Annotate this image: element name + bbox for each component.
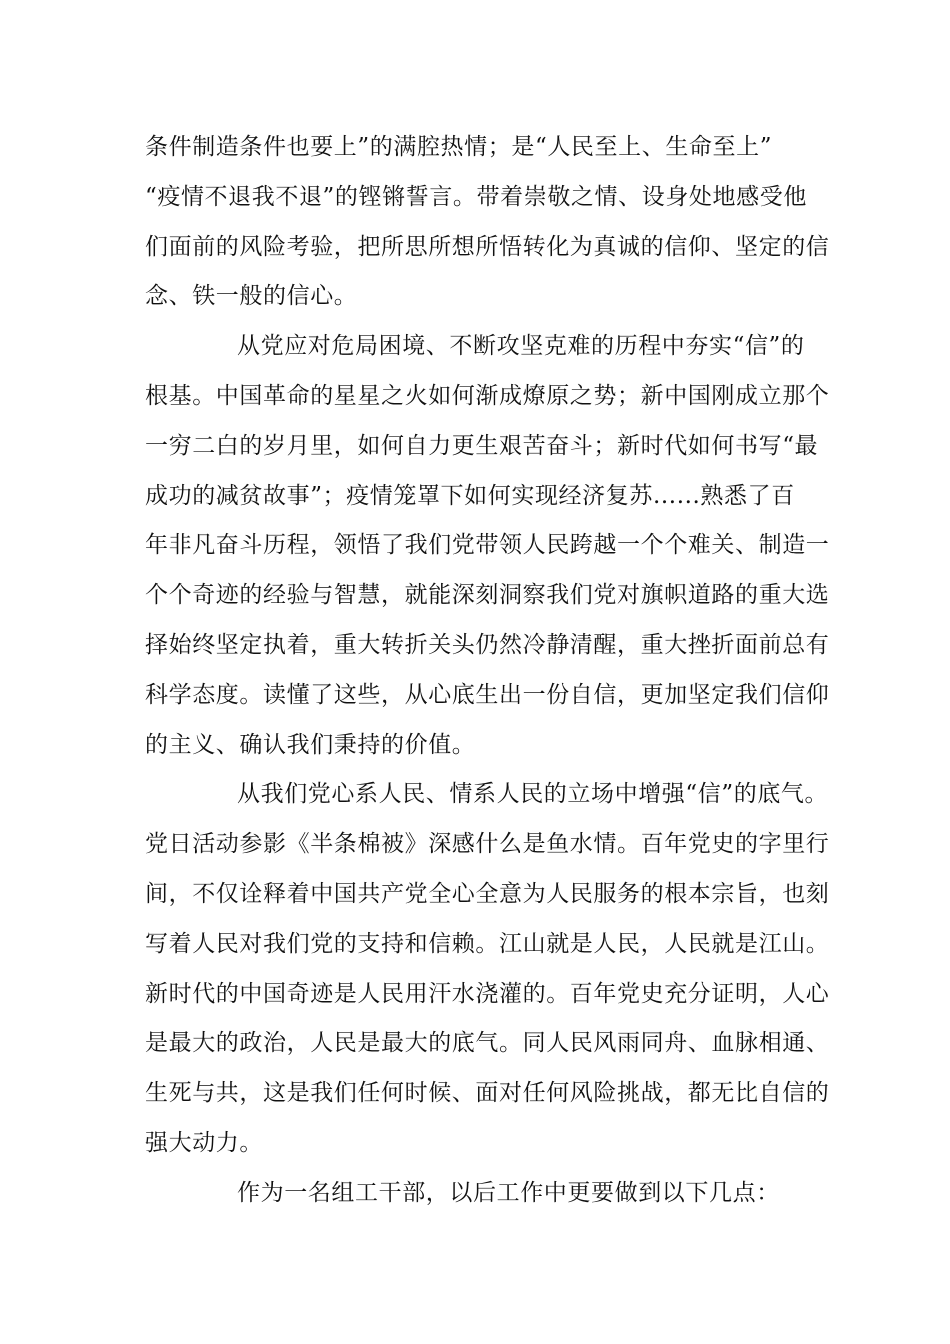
text-line: 成功的减贫故事”；疫情笼罩下如何实现经济复苏......熟悉了百 [145,482,795,509]
document-body [145,127,830,1223]
text-line: 一穷二白的岁月里，如何自力更生艰苦奋斗；新时代如何书写“最 [145,432,819,459]
text-line: 生死与共，这是我们任何时候、面对任何风险挑战，都无比自信的 [145,1080,830,1107]
text-line: 念、铁一般的信心。 [145,283,358,310]
text-line: 从我们党心系人民、情系人民的立场中增强“信”的底气。 [237,781,829,808]
text-line: 间，不仅诠释着中国共产党全心全意为人民服务的根本宗旨，也刻 [145,880,830,907]
paragraph-2 [145,326,830,774]
paragraph-4 [145,1173,815,1223]
text-line: 个个奇迹的经验与智慧，就能深刻洞察我们党对旗帜道路的重大选 [145,582,830,609]
text-line: 写着人民对我们党的支持和信赖。江山就是人民，人民就是江山。 [145,930,830,957]
text-line: 从党应对危局困境、不断攻坚克难的历程中夯实“信”的 [237,333,805,360]
text-line: 强大动力。 [145,1129,263,1156]
paragraph-1 [145,127,830,326]
text-line: 年非凡奋斗历程，领悟了我们党带领人民跨越一个个难关、制造一 [145,532,830,559]
text-line: “疫情不退我不退”的铿锵誓言。带着崇敬之情、设身处地感受他 [145,183,807,210]
paragraph-3 [145,774,830,1172]
text-line: 条件制造条件也要上”的满腔热情；是“人民至上、生命至上” [145,134,773,160]
text-line: 们面前的风险考验，把所思所想所悟转化为真诚的信仰、坚定的信 [145,233,830,260]
text-line: 新时代的中国奇迹是人民用汗水浇灌的。百年党史充分证明，人心 [145,980,830,1007]
text-line: 根基。中国革命的星星之火如何渐成燎原之势；新中国刚成立那个 [145,382,830,409]
text-line: 科学态度。读懂了这些，从心底生出一份自信，更加坚定我们信仰 [145,681,830,708]
text-line: 的主义、确认我们秉持的价值。 [145,731,476,758]
text-line: 择始终坚定执着，重大转折关头仍然冷静清醒，重大挫折面前总有 [145,631,830,658]
text-line: 作为一名组工干部，以后工作中更要做到以下几点： [237,1179,780,1206]
text-line: 是最大的政治，人民是最大的底气。同人民风雨同舟、血脉相通、 [145,1030,830,1057]
text-line: 党日活动参影《半条棉被》深感什么是鱼水情。百年党史的字里行 [145,831,830,858]
